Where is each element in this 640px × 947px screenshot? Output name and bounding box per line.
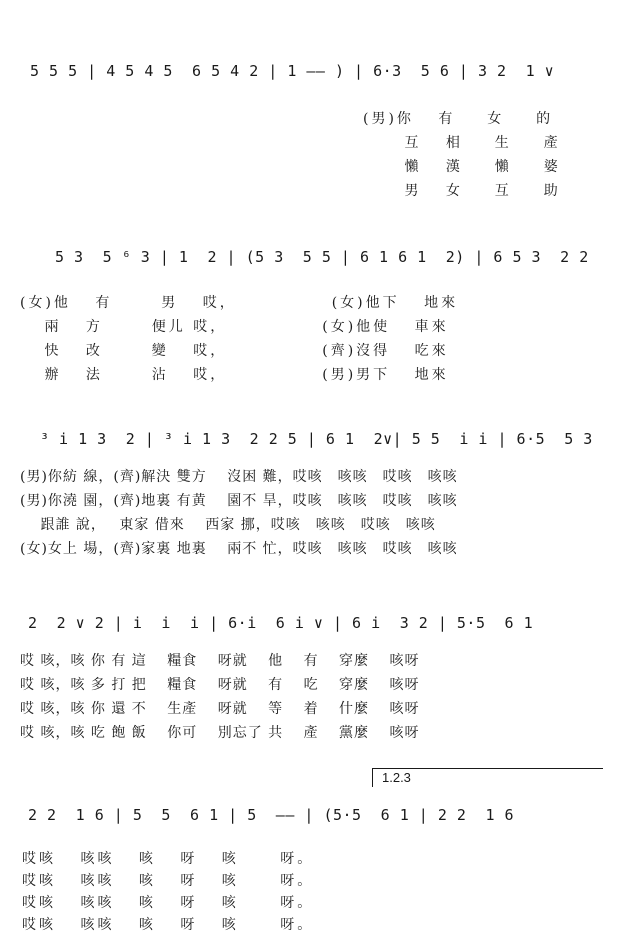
notation-line: 5 3 5 ⁶ 3 | 1 2 | (5 3 5 5 | 6 1 6 1 2) | 6 5 3 2 2 [55, 248, 589, 266]
staff-line [0, 424, 640, 464]
lyric-line: (男)你澆 園，(齊)地裏 有黄 園不 旱，哎咳 咳咳 哎咳 咳咳 [20, 493, 458, 509]
lyric-line: 哎咳 咳咳 咳 呀 咳 呀。 [22, 873, 315, 889]
lyric-line: 哎 咳，咳 吃 飽 飯 你可 別忘了 共 產 黨麼 咳呀 [20, 725, 420, 741]
lyric-line: (男)你紡 線，(齊)解決 雙方 沒困 難，哎咳 咳咳 哎咳 咳咳 [20, 469, 458, 485]
lyric-line: 互 相 生 產 [363, 135, 561, 151]
lyric-line: 男 女 互 助 [363, 183, 561, 199]
notation-line: 2 2 ∨ 2 | i i i | 6·i 6 i ∨ | 6 i 3 2 | 5·5 6 1 [28, 614, 534, 632]
lyric-line: 哎咳 咳咳 咳 呀 咳 呀。 [22, 851, 315, 867]
lyric-line: 哎 咳，咳 你 有 這 糧食 呀就 他 有 穿麼 咳呀 [20, 653, 420, 669]
lyric-line: 哎咳 咳咳 咳 呀 咳 呀。 [22, 917, 315, 933]
volta-label: 1.2.3 [382, 770, 411, 785]
lyric-line: 哎 咳，咳 你 還 不 生產 呀就 等 着 什麼 咳呀 [20, 701, 420, 717]
lyric-line: 哎咳 咳咳 咳 呀 咳 呀。 [22, 895, 315, 911]
staff-line [0, 790, 640, 830]
lyric-line: 辦 法 沾 哎， (男)男下 地來 [20, 367, 449, 383]
lyric-line: (女)女上 場，(齊)家裏 地裏 兩不 忙，哎咳 咳咳 哎咳 咳咳 [20, 541, 458, 557]
lyric-line: 跟誰 說， 東家 借來 西家 挪，哎咳 咳咳 哎咳 咳咳 [20, 517, 436, 533]
staff-line [0, 608, 640, 648]
notation-line: ³ i 1 3 2 | ³ i 1 3 2 2 5 | 6 1 2∨| 5 5 i i | 6·5 5 3 [40, 430, 593, 448]
lyric-line: (男)你 有 女 的 [363, 111, 554, 127]
lyric-line: 懶 漢 懶 婆 [363, 159, 561, 175]
staff-line [0, 242, 640, 282]
lyric-line: 快 改 變 哎， (齊)沒得 吃來 [20, 343, 449, 359]
lyric-line: (女)他 有 男 哎， (女)他下 地來 [20, 295, 459, 311]
notation-line: 5 5 5 | 4 5 4 5 6 5 4 2 | 1 —— ) | 6·3 5 6 | 3 2 1 ∨ [30, 62, 555, 80]
lyric-line: 兩 方 便儿 哎， (女)他使 車來 [20, 319, 449, 335]
lyric-line: 哎 咳，咳 多 打 把 糧食 呀就 有 吃 穿麼 咳呀 [20, 677, 420, 693]
staff-line [0, 56, 640, 96]
notation-line: 2 2 1 6 | 5 5 6 1 | 5 —— | (5·5 6 1 | 2 2 1 6 [28, 806, 515, 824]
